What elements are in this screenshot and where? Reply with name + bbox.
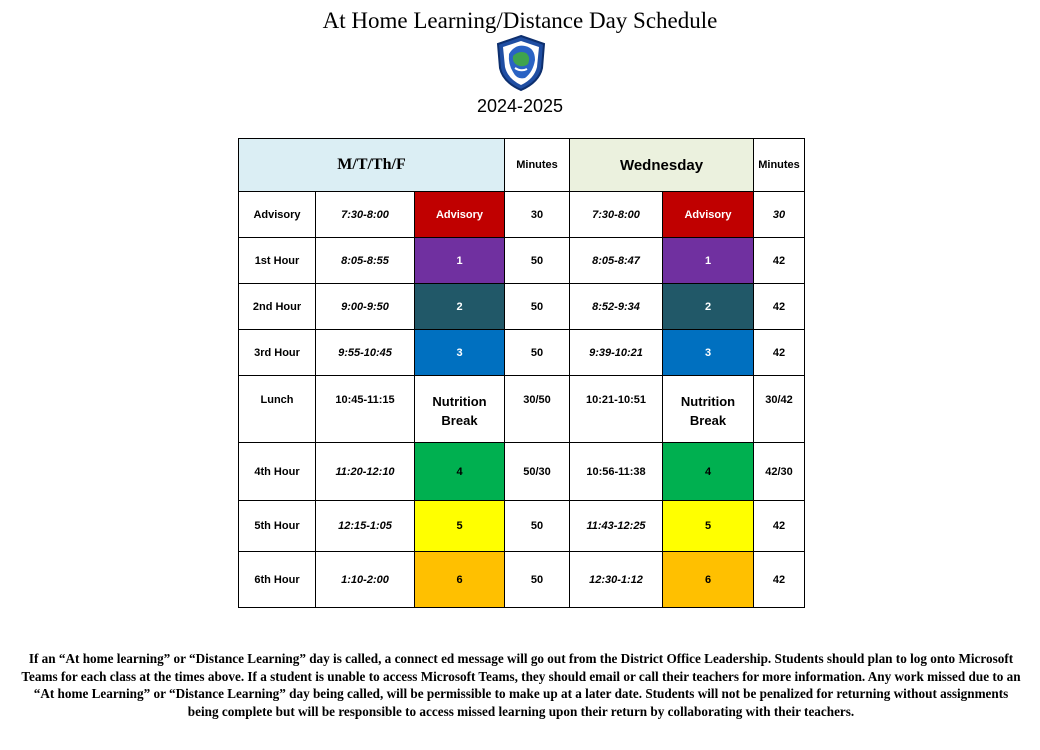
mt-block-2: 2 bbox=[415, 284, 505, 330]
mt-minutes: 50/30 bbox=[505, 443, 570, 501]
wed-minutes: 42 bbox=[754, 501, 805, 552]
wed-time: 12:30-1:12 bbox=[570, 552, 663, 608]
wed-block-3: 3 bbox=[663, 330, 754, 376]
school-year: 2024-2025 bbox=[476, 96, 564, 116]
schedule-table bbox=[238, 138, 805, 608]
mt-block-advisory: Advisory bbox=[415, 192, 505, 238]
table-row bbox=[239, 443, 805, 501]
mt-block-4: 4 bbox=[415, 443, 505, 501]
table-row bbox=[239, 330, 805, 376]
table-row bbox=[239, 552, 805, 608]
table-row bbox=[239, 284, 805, 330]
instructions-note: If an “At home learning” or “Distance Learning” day is called, a connect ed message will go out from the District Office Leadership. Students should plan to log onto Microsoft Teams for each class at the times above. If a student is unable to access Microsoft Teams, they should email or call their teachers for more information. Any work missed due to an “At home Learning” or “Distance Learning” day being called, will be permissible to make up at a later date. Students will not be penalized for returning without assignments being complete but will be responsible to access missed learning upon their return by collaborating with their teachers. bbox=[21, 651, 1021, 719]
mt-time: 11:20-12:10 bbox=[316, 443, 415, 501]
wed-time: 8:05-8:47 bbox=[570, 238, 663, 284]
period-label: 3rd Hour bbox=[239, 330, 316, 376]
mt-minutes: 50 bbox=[505, 552, 570, 608]
mt-minutes: 50 bbox=[505, 238, 570, 284]
mt-nutrition-break: Nutrition Break bbox=[415, 376, 505, 443]
period-label: 2nd Hour bbox=[239, 284, 316, 330]
mtthf-header: M/T/Th/F bbox=[239, 139, 505, 192]
mt-time: 1:10-2:00 bbox=[316, 552, 415, 608]
mt-time: 8:05-8:55 bbox=[316, 238, 415, 284]
mt-minutes: 50 bbox=[505, 284, 570, 330]
mt-time: 9:55-10:45 bbox=[316, 330, 415, 376]
period-label: 1st Hour bbox=[239, 238, 316, 284]
table-row bbox=[239, 501, 805, 552]
mt-time: 7:30-8:00 bbox=[316, 192, 415, 238]
mt-block-6: 6 bbox=[415, 552, 505, 608]
wednesday-minutes-header: Minutes bbox=[754, 139, 805, 192]
period-label: 4th Hour bbox=[239, 443, 316, 501]
wed-minutes: 42 bbox=[754, 330, 805, 376]
period-label: Advisory bbox=[239, 192, 316, 238]
mt-block-5: 5 bbox=[415, 501, 505, 552]
wed-block-5: 5 bbox=[663, 501, 754, 552]
period-label: Lunch bbox=[239, 376, 316, 443]
wed-block-advisory: Advisory bbox=[663, 192, 754, 238]
mt-time: 9:00-9:50 bbox=[316, 284, 415, 330]
wed-time: 11:43-12:25 bbox=[570, 501, 663, 552]
wed-block-1: 1 bbox=[663, 238, 754, 284]
wed-minutes: 30/42 bbox=[754, 376, 805, 443]
wed-minutes: 42 bbox=[754, 552, 805, 608]
mt-time: 12:15-1:05 bbox=[316, 501, 415, 552]
period-label: 6th Hour bbox=[239, 552, 316, 608]
wed-block-6: 6 bbox=[663, 552, 754, 608]
wed-time: 10:21-10:51 bbox=[570, 376, 663, 443]
wed-minutes: 42 bbox=[754, 238, 805, 284]
wed-minutes: 42 bbox=[754, 284, 805, 330]
mt-block-3: 3 bbox=[415, 330, 505, 376]
mt-minutes: 50 bbox=[505, 330, 570, 376]
mt-minutes: 30/50 bbox=[505, 376, 570, 443]
wednesday-header: Wednesday bbox=[570, 139, 754, 192]
wed-nutrition-break: Nutrition Break bbox=[663, 376, 754, 443]
wed-block-4: 4 bbox=[663, 443, 754, 501]
mt-block-1: 1 bbox=[415, 238, 505, 284]
wed-time: 8:52-9:34 bbox=[570, 284, 663, 330]
wed-time: 7:30-8:00 bbox=[570, 192, 663, 238]
table-row bbox=[239, 238, 805, 284]
wed-time: 10:56-11:38 bbox=[570, 443, 663, 501]
table-row bbox=[239, 192, 805, 238]
table-row bbox=[239, 376, 805, 443]
mtthf-minutes-header: Minutes bbox=[505, 139, 570, 192]
mt-minutes: 30 bbox=[505, 192, 570, 238]
wed-minutes: 30 bbox=[754, 192, 805, 238]
period-label: 5th Hour bbox=[239, 501, 316, 552]
wed-time: 9:39-10:21 bbox=[570, 330, 663, 376]
lion-shield-logo bbox=[495, 34, 547, 92]
wed-minutes: 42/30 bbox=[754, 443, 805, 501]
mt-minutes: 50 bbox=[505, 501, 570, 552]
wed-block-2: 2 bbox=[663, 284, 754, 330]
page-title: At Home Learning/Distance Day Schedule bbox=[322, 8, 718, 33]
mt-time: 10:45-11:15 bbox=[316, 376, 415, 443]
